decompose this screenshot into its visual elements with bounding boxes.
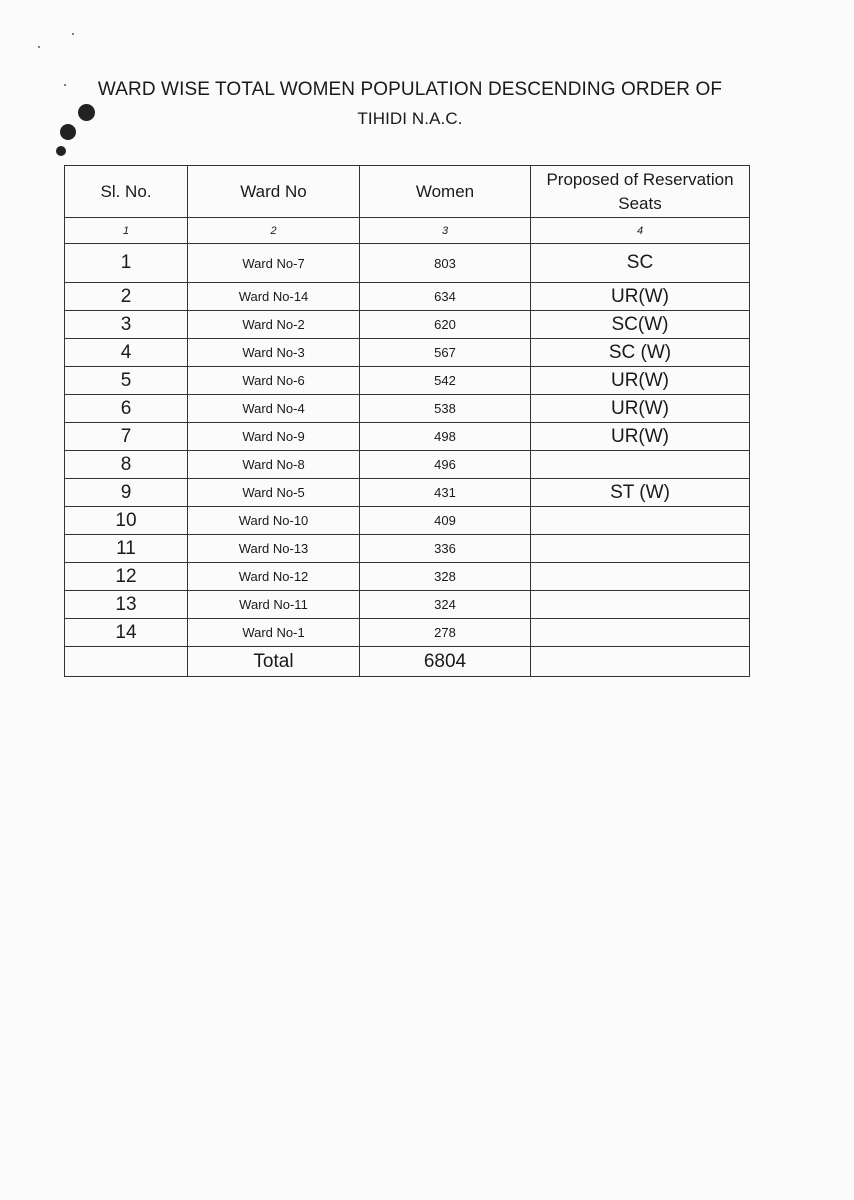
- table-row: [65, 395, 750, 423]
- table-row: [65, 451, 750, 479]
- ward-cell: Ward No-5: [188, 479, 360, 507]
- ward-cell: Ward No-11: [188, 591, 360, 619]
- sl-no-cell: 14: [65, 619, 188, 647]
- sl-no-cell: 13: [65, 591, 188, 619]
- women-cell: 496: [360, 451, 531, 479]
- ward-cell: Ward No-1: [188, 619, 360, 647]
- table-header-row: [65, 166, 750, 218]
- sl-no-cell: 6: [65, 395, 188, 423]
- sl-no-cell: 1: [65, 244, 188, 283]
- women-cell: 620: [360, 311, 531, 339]
- women-cell: 324: [360, 591, 531, 619]
- document-subtitle: TIHIDI N.A.C.: [357, 109, 463, 128]
- table-row: [65, 339, 750, 367]
- ward-cell: Ward No-13: [188, 535, 360, 563]
- column-number: 2: [188, 218, 360, 244]
- sl-no-cell: 10: [65, 507, 188, 535]
- table-row: [65, 479, 750, 507]
- sl-no-cell: 3: [65, 311, 188, 339]
- ward-cell: Ward No-4: [188, 395, 360, 423]
- reservation-cell: SC (W): [531, 339, 750, 367]
- total-value: 6804: [360, 647, 531, 677]
- column-number: 1: [65, 218, 188, 244]
- table-row: [65, 367, 750, 395]
- sl-no-cell: 11: [65, 535, 188, 563]
- column-number: 3: [360, 218, 531, 244]
- total-empty-cell: [531, 647, 750, 677]
- women-cell: 336: [360, 535, 531, 563]
- women-cell: 567: [360, 339, 531, 367]
- ward-cell: Ward No-9: [188, 423, 360, 451]
- reservation-cell: UR(W): [531, 423, 750, 451]
- reservation-cell: UR(W): [531, 395, 750, 423]
- punch-hole-mark: [56, 146, 66, 156]
- total-label: Total: [188, 647, 360, 677]
- scan-speck: [72, 33, 74, 35]
- reservation-cell: SC(W): [531, 311, 750, 339]
- table-row: [65, 563, 750, 591]
- header-women: Women: [360, 166, 531, 218]
- reservation-cell: SC: [531, 244, 750, 283]
- ward-cell: Ward No-2: [188, 311, 360, 339]
- header-sl-no: Sl. No.: [65, 166, 188, 218]
- reservation-cell: UR(W): [531, 367, 750, 395]
- sl-no-cell: 4: [65, 339, 188, 367]
- ward-cell: Ward No-14: [188, 283, 360, 311]
- reservation-cell: [531, 563, 750, 591]
- header-reservation: Proposed of Reservation Seats: [531, 166, 750, 218]
- table-row: [65, 311, 750, 339]
- sl-no-cell: 5: [65, 367, 188, 395]
- sl-no-cell: 2: [65, 283, 188, 311]
- reservation-cell: ST (W): [531, 479, 750, 507]
- sl-no-cell: 9: [65, 479, 188, 507]
- women-cell: 498: [360, 423, 531, 451]
- table-row: [65, 244, 750, 283]
- women-cell: 634: [360, 283, 531, 311]
- ward-women-population-table: [64, 165, 750, 677]
- table-row: [65, 283, 750, 311]
- women-cell: 431: [360, 479, 531, 507]
- table-row: [65, 507, 750, 535]
- total-empty-cell: [65, 647, 188, 677]
- reservation-cell: UR(W): [531, 283, 750, 311]
- ward-cell: Ward No-6: [188, 367, 360, 395]
- women-cell: 803: [360, 244, 531, 283]
- table-row: [65, 619, 750, 647]
- table-row: [65, 591, 750, 619]
- women-cell: 409: [360, 507, 531, 535]
- women-cell: 278: [360, 619, 531, 647]
- table-row: [65, 423, 750, 451]
- reservation-cell: [531, 591, 750, 619]
- column-number-row: [65, 218, 750, 244]
- women-cell: 538: [360, 395, 531, 423]
- reservation-cell: [531, 619, 750, 647]
- total-row: [65, 647, 750, 677]
- header-ward-no: Ward No: [188, 166, 360, 218]
- ward-cell: Ward No-3: [188, 339, 360, 367]
- table-row: [65, 535, 750, 563]
- reservation-cell: [531, 535, 750, 563]
- women-cell: 542: [360, 367, 531, 395]
- reservation-cell: [531, 507, 750, 535]
- sl-no-cell: 8: [65, 451, 188, 479]
- ward-cell: Ward No-10: [188, 507, 360, 535]
- women-cell: 328: [360, 563, 531, 591]
- sl-no-cell: 12: [65, 563, 188, 591]
- ward-cell: Ward No-8: [188, 451, 360, 479]
- sl-no-cell: 7: [65, 423, 188, 451]
- reservation-cell: [531, 451, 750, 479]
- column-number: 4: [531, 218, 750, 244]
- document-title: WARD WISE TOTAL WOMEN POPULATION DESCENDING ORDER OF: [97, 79, 723, 100]
- ward-cell: Ward No-7: [188, 244, 360, 283]
- scan-speck: [38, 46, 40, 48]
- ward-cell: Ward No-12: [188, 563, 360, 591]
